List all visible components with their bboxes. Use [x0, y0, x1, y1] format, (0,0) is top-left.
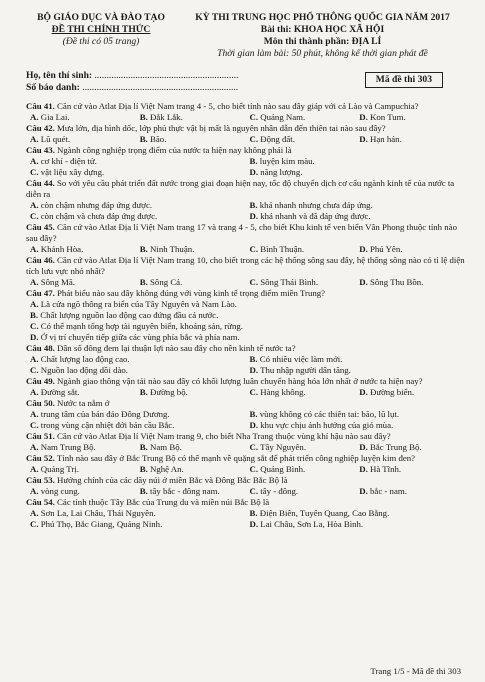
answer-option [136, 442, 246, 453]
answer-option [355, 277, 465, 288]
answer-option [246, 277, 356, 288]
answer-option [355, 244, 465, 255]
option-letter: D. [30, 332, 39, 342]
answer-option [246, 519, 466, 530]
option-text: Hà Tĩnh. [367, 464, 402, 474]
question-block [26, 178, 465, 222]
candidate-info [26, 70, 465, 94]
question-number: Câu 47. [26, 288, 55, 298]
question-text: Các tỉnh thuộc Tây Bắc của Trung du và miền núi Bắc Bộ là [54, 497, 270, 507]
option-text: Nam Trung Bộ. [38, 442, 96, 452]
option-letter: B. [249, 200, 258, 210]
answer-option [26, 365, 246, 376]
question-number: Câu 54. [26, 497, 55, 507]
option-letter: B. [139, 112, 148, 122]
answer-option [26, 321, 243, 332]
candidate-name-label: Họ, tên thí sinh: [26, 70, 93, 81]
option-text: Hạn hán. [367, 134, 402, 144]
option-text: Bắc Trung Bộ. [367, 442, 422, 452]
option-letter: C. [30, 420, 39, 430]
option-letter: C. [249, 442, 259, 452]
question-number: Câu 42. [26, 123, 55, 133]
answer-option [246, 464, 356, 475]
answer-option [26, 167, 246, 178]
question-number: Câu 51. [26, 431, 55, 441]
option-letter: B. [139, 486, 148, 496]
option-letter: D. [359, 134, 368, 144]
question-block [26, 453, 465, 475]
answer-option [26, 310, 218, 321]
answer-option [26, 442, 136, 453]
option-letter: A. [30, 200, 39, 210]
answer-option [246, 354, 466, 365]
option-letter: A. [30, 112, 39, 122]
option-letter: B. [139, 277, 148, 287]
option-letter: B. [30, 310, 39, 320]
answer-option [26, 409, 246, 420]
question-text: Mưa lớn, địa hình dốc, lớp phủ thực vật bị mất là nguyên nhân dẫn đến thiên tai nào sau đây? [54, 123, 386, 133]
option-text: Tây Nguyên. [258, 442, 307, 452]
option-text: Nghệ An. [147, 464, 184, 474]
option-letter: C. [249, 134, 259, 144]
answer-option [355, 464, 465, 475]
answer-option [136, 112, 246, 123]
answer-option [26, 156, 246, 167]
question-stem [26, 398, 465, 409]
option-row [26, 211, 465, 222]
question-number: Câu 43. [26, 145, 55, 155]
option-text: Khánh Hòa. [38, 244, 84, 254]
option-letter: A. [30, 156, 39, 166]
answer-option [246, 156, 466, 167]
option-row [26, 134, 465, 145]
question-stem [26, 343, 465, 354]
option-text: khá nhanh và đã đáp ứng được. [258, 211, 371, 221]
question-text: Tỉnh nào sau đây ở Bắc Trung Bộ có thế mạnh về quặng sắt để phát triển công nghiệp luyện kim đen? [54, 453, 416, 463]
option-letter: D. [249, 519, 259, 529]
answer-option [246, 134, 356, 145]
option-text: Nam Bộ. [147, 442, 182, 452]
question-text: Căn cứ vào Atlat Địa lí Việt Nam trang 10, cho biết trong các hệ thống sông sau đây, hệ thống sông nào có tỉ lệ diện tích lưu vực nhỏ nhất? [26, 255, 465, 276]
option-letter: A. [30, 387, 39, 397]
option-letter: B. [249, 354, 258, 364]
question-stem [26, 178, 465, 200]
question-block [26, 123, 465, 145]
question-number: Câu 46. [26, 255, 55, 265]
option-text: Sông Thu Bồn. [367, 277, 424, 287]
option-text: tây - đông. [258, 486, 299, 496]
option-letter: A. [30, 299, 39, 309]
option-letter: C. [249, 277, 259, 287]
option-row [26, 420, 465, 431]
option-letter: B. [139, 387, 148, 397]
option-letter: D. [359, 244, 368, 254]
option-letter: A. [30, 464, 39, 474]
option-letter: C. [30, 211, 39, 221]
question-text: Căn cứ vào Atlat Địa lí Việt Nam trang 17 và trang 4 - 5, cho biết Khu kinh tế ven biển Vân Phong thuộc tỉnh nào sau đây? [26, 222, 457, 243]
question-stem [26, 376, 465, 387]
option-letter: C. [249, 244, 259, 254]
option-row [26, 409, 465, 420]
option-letter: C. [30, 519, 39, 529]
answer-option [26, 112, 136, 123]
question-text: Ngành giao thông vận tải nào sau đây có khối lượng luân chuyển hàng hóa lớn nhất ở nước ta hiện nay? [54, 376, 423, 386]
option-text: Có thế mạnh tổng hợp tài nguyên biển, khoáng sản, rừng. [38, 321, 243, 331]
header-left [26, 12, 176, 48]
option-letter: D. [359, 387, 368, 397]
option-text: vật liệu xây dựng. [38, 167, 105, 177]
question-stem [26, 222, 465, 244]
option-row [26, 310, 465, 321]
answer-option [355, 387, 465, 398]
option-letter: D. [359, 112, 368, 122]
answer-option [26, 134, 136, 145]
option-letter: A. [30, 508, 39, 518]
option-letter: C. [30, 365, 39, 375]
answer-option [246, 200, 466, 211]
option-text: Sông Thái Bình. [258, 277, 319, 287]
answer-option [136, 387, 246, 398]
answer-option [355, 134, 465, 145]
option-text: Chất lượng lao động cao. [38, 354, 130, 364]
question-text: So với yêu cầu phát triển đất nước trong giai đoạn hiện nay, tốc độ chuyển dịch cơ cấu ngành kinh tế của nước ta diễn ra [26, 178, 455, 199]
answer-option [26, 200, 246, 211]
question-text: Ngành công nghiệp trọng điểm của nước ta hiện nay không phải là [54, 145, 292, 155]
answer-option [26, 277, 136, 288]
answer-option [26, 332, 240, 343]
option-text: Nguồn lao động dồi dào. [38, 365, 128, 375]
answer-option [26, 299, 237, 310]
option-text: tây bắc - đông nam. [147, 486, 220, 496]
option-text: còn chậm nhưng đáp ứng được. [38, 200, 153, 210]
answer-option [136, 486, 246, 497]
option-text: khu vực chịu ảnh hưởng của gió mùa. [258, 420, 394, 430]
header-right [180, 12, 465, 60]
option-letter: A. [30, 409, 39, 419]
time-note: Thời gian làm bài: 50 phút, không kể thời gian phát đề [217, 48, 428, 59]
question-block [26, 497, 465, 530]
answer-option [246, 365, 466, 376]
question-number: Câu 50. [26, 398, 55, 408]
answer-option [26, 420, 246, 431]
option-row [26, 332, 465, 343]
question-stem [26, 453, 465, 464]
answer-option [246, 486, 356, 497]
option-text: Ở vị trí chuyển tiếp giữa các vùng phía bắc và phía nam. [38, 332, 240, 342]
question-number: Câu 52. [26, 453, 55, 463]
question-stem [26, 145, 465, 156]
answer-option [136, 277, 246, 288]
candidate-name-dots: ............................................................ [92, 70, 239, 81]
option-letter: B. [249, 409, 258, 419]
option-letter: A. [30, 277, 39, 287]
candidate-id-label: Số báo danh: [26, 82, 80, 93]
question-stem [26, 255, 465, 277]
question-number: Câu 49. [26, 376, 55, 386]
option-letter: C. [30, 321, 39, 331]
option-text: khá nhanh nhưng chưa đáp ứng. [257, 200, 373, 210]
question-stem [26, 123, 465, 134]
option-letter: D. [359, 442, 368, 452]
paper-title: Bài thi: KHOA HỌC XÃ HỘI [260, 24, 385, 35]
option-letter: B. [249, 508, 258, 518]
option-text: Điện Biên, Tuyên Quang, Cao Bằng. [257, 508, 390, 518]
question-block [26, 255, 465, 288]
option-letter: C. [30, 167, 39, 177]
option-text: Sông Mã. [38, 277, 75, 287]
option-letter: B. [249, 156, 258, 166]
question-number: Câu 53. [26, 475, 55, 485]
option-letter: A. [30, 354, 39, 364]
option-text: Ninh Thuận. [147, 244, 195, 254]
option-text: Lai Châu, Sơn La, Hòa Bình. [258, 519, 364, 529]
option-row [26, 354, 465, 365]
candidate-name-line [26, 70, 238, 82]
option-text: vùng không có các thiên tai: bão, lũ lụt. [257, 409, 400, 419]
question-text: Căn cứ vào Atlat Địa lí Việt Nam trang 4 - 5, cho biết tỉnh nào sau đây giáp với cả Lào và Campuchia? [54, 101, 419, 111]
option-text: Đắk Lắk. [147, 112, 183, 122]
question-block [26, 101, 465, 123]
option-letter: D. [249, 167, 259, 177]
option-text: Kon Tum. [367, 112, 406, 122]
page-count-note: (Đề thi có 05 trang) [62, 36, 140, 47]
question-number: Câu 41. [26, 101, 55, 111]
option-text: Phú Thọ, Bắc Giang, Quảng Ninh. [38, 519, 163, 529]
option-row [26, 167, 465, 178]
question-block [26, 145, 465, 178]
answer-option [26, 486, 136, 497]
question-block [26, 288, 465, 343]
option-text: Quảng Bình. [258, 464, 306, 474]
answer-option [136, 244, 246, 255]
answer-option [26, 244, 136, 255]
question-stem [26, 101, 465, 112]
question-block [26, 376, 465, 398]
question-stem [26, 475, 465, 486]
question-block [26, 398, 465, 431]
question-text: Dân số đông đem lại thuận lợi nào sau đây cho nền kinh tế nước ta? [54, 343, 296, 353]
option-letter: A. [30, 244, 39, 254]
option-row [26, 244, 465, 255]
answer-option [246, 244, 356, 255]
answer-option [26, 508, 246, 519]
answer-option [246, 508, 466, 519]
option-text: vòng cung. [38, 486, 80, 496]
option-text: trong vùng cận nhiệt đới bán cầu Bắc. [38, 420, 175, 430]
option-text: Chất lượng nguồn lao động cao đứng đầu cả nước. [38, 310, 219, 320]
option-row [26, 156, 465, 167]
option-text: năng lượng. [258, 167, 303, 177]
subject-title: Môn thi thành phần: ĐỊA LÍ [263, 36, 382, 47]
answer-option [26, 519, 246, 530]
question-text: Phát biểu nào sau đây không đúng với vùng kinh tế trọng điểm miền Trung? [54, 288, 326, 298]
candidate-fields [26, 70, 238, 94]
question-text: Căn cứ vào Atlat Địa lí Việt Nam trang 9, cho biết Nha Trang thuộc vùng khí hậu nào sau đây? [54, 431, 391, 441]
exam-title: KỲ THI TRUNG HỌC PHỔ THÔNG QUỐC GIA NĂM 2017 [195, 12, 450, 23]
option-letter: C. [249, 112, 259, 122]
question-text: Hướng chính của các dãy núi ở miền Bắc và Đông Bắc Bắc Bộ là [54, 475, 288, 485]
option-letter: A. [30, 442, 39, 452]
option-letter: D. [359, 277, 368, 287]
option-text: Hàng không. [258, 387, 306, 397]
answer-option [246, 387, 356, 398]
option-text: Đường biển. [367, 387, 415, 397]
question-stem [26, 288, 465, 299]
option-letter: D. [359, 464, 368, 474]
option-letter: A. [30, 134, 39, 144]
question-list [26, 101, 465, 530]
option-row [26, 321, 465, 332]
question-block [26, 475, 465, 497]
answer-option [136, 134, 246, 145]
option-text: Bão. [147, 134, 167, 144]
option-row [26, 486, 465, 497]
option-text: Quảng Trị. [38, 464, 79, 474]
option-text: Sơn La, Lai Châu, Thái Nguyên. [38, 508, 156, 518]
option-letter: D. [249, 211, 259, 221]
answer-option [26, 211, 246, 222]
option-text: Bình Thuận. [258, 244, 305, 254]
option-letter: B. [139, 244, 148, 254]
option-text: Sông Cả. [147, 277, 183, 287]
candidate-id-dots: ................................................................. [79, 82, 239, 93]
answer-option [246, 167, 466, 178]
option-row [26, 519, 465, 530]
answer-option [355, 112, 465, 123]
option-text: Gia Lai. [38, 112, 70, 122]
option-text: Là cửa ngõ thông ra biển của Tây Nguyên và Nam Lào. [38, 299, 237, 309]
option-text: Lũ quét. [38, 134, 71, 144]
option-text: còn chậm và chưa đáp ứng được. [38, 211, 158, 221]
option-row [26, 464, 465, 475]
answer-option [246, 211, 466, 222]
answer-option [26, 387, 136, 398]
option-letter: A. [30, 486, 39, 496]
page-footer: Trang 1/5 - Mã đề thi 303 [370, 666, 461, 676]
question-stem [26, 431, 465, 442]
option-letter: D. [359, 486, 368, 496]
option-row [26, 277, 465, 288]
answer-option [355, 486, 465, 497]
exam-code-box: Mã đề thi 303 [365, 72, 443, 88]
option-text: trung tâm của bán đảo Đông Dương. [38, 409, 170, 419]
exam-header [26, 12, 465, 60]
question-stem [26, 497, 465, 508]
option-letter: D. [249, 365, 259, 375]
option-row [26, 387, 465, 398]
question-number: Câu 48. [26, 343, 55, 353]
question-block [26, 343, 465, 376]
option-letter: C. [249, 464, 259, 474]
question-number: Câu 45. [26, 222, 55, 232]
answer-option [136, 464, 246, 475]
option-text: bắc - nam. [367, 486, 407, 496]
option-text: cơ khí - điện tử. [38, 156, 97, 166]
question-block [26, 431, 465, 453]
answer-option [26, 464, 136, 475]
candidate-id-line [26, 82, 238, 94]
option-letter: C. [249, 486, 259, 496]
question-number: Câu 44. [26, 178, 55, 188]
question-block [26, 222, 465, 255]
answer-option [246, 409, 466, 420]
option-row [26, 508, 465, 519]
answer-option [26, 354, 246, 365]
option-row [26, 112, 465, 123]
answer-option [246, 442, 356, 453]
official-exam-label: ĐỀ THI CHÍNH THỨC [51, 24, 151, 35]
option-text: Có nhiều việc làm mới. [257, 354, 343, 364]
option-row [26, 200, 465, 211]
answer-option [246, 112, 356, 123]
option-text: Phú Yên. [367, 244, 403, 254]
option-text: luyện kim màu. [257, 156, 315, 166]
option-letter: B. [139, 464, 148, 474]
question-text: Nước ta nằm ở [54, 398, 110, 408]
option-letter: C. [249, 387, 259, 397]
option-text: Đường sắt. [38, 387, 80, 397]
option-letter: B. [139, 442, 148, 452]
option-text: Đường bộ. [147, 387, 188, 397]
answer-option [355, 442, 465, 453]
option-letter: B. [139, 134, 148, 144]
option-text: Thu nhập người dân tăng. [258, 365, 351, 375]
option-row [26, 299, 465, 310]
option-row [26, 442, 465, 453]
answer-option [246, 420, 466, 431]
option-text: Quảng Nam. [258, 112, 306, 122]
option-text: Động đất. [258, 134, 295, 144]
option-letter: D. [249, 420, 259, 430]
option-row [26, 365, 465, 376]
ministry-name: BỘ GIÁO DỤC VÀ ĐÀO TẠO [37, 12, 165, 23]
